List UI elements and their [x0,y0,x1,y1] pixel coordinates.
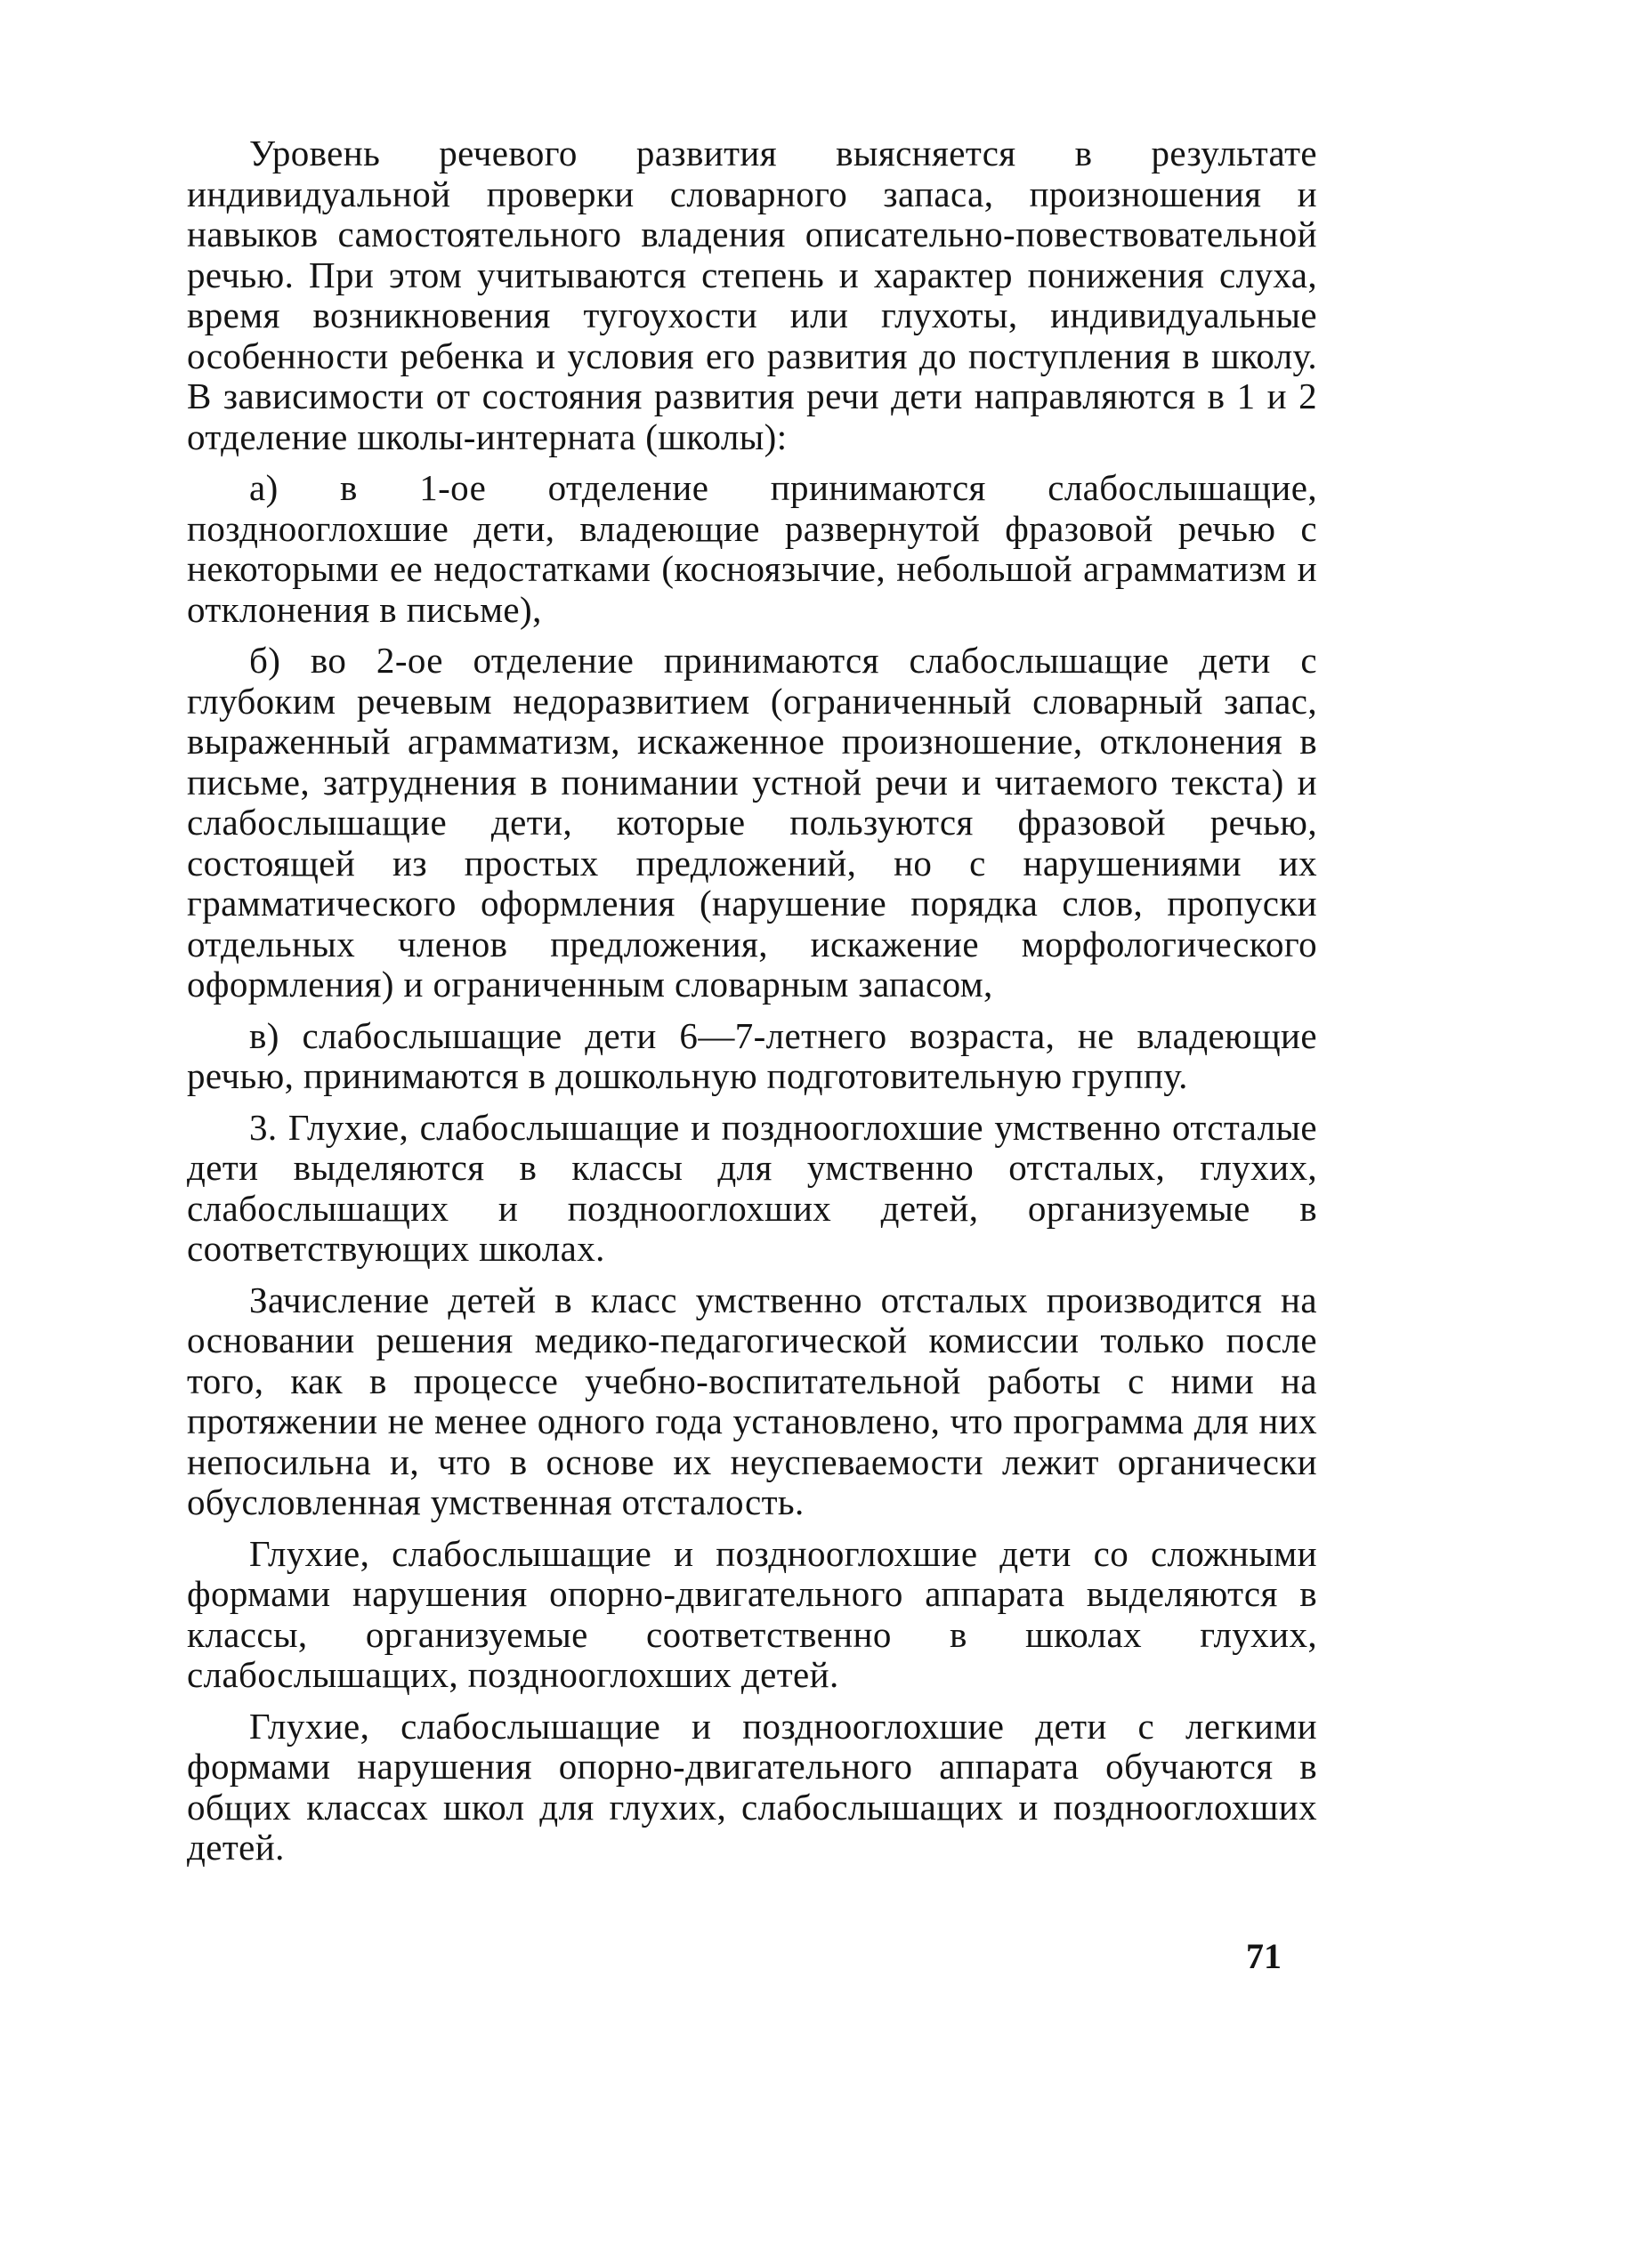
paragraph-department-1: а) в 1-ое отделение принимаются слабослышащие, позднооглохшие дети, владеющие развернутой фразовой речью с некоторыми ее недостатками (косноязычие, небольшой аграмматизм и отклонения в письме), [187,467,1317,630]
paragraph-preschool-group: в) слабослышащие дети 6—7-летнего возраста, не владеющие речью, принимаются в дошкольную подготовительную группу. [187,1014,1317,1096]
paragraph-department-2: б) во 2-ое отделение принимаются слабослышащие дети с глубоким речевым недоразвитием (ограниченный словарный запас, выраженный аграмматизм, искаженное произношение, отклонения в письме, затруднения в понимании устной речи и читаемого текста) и слабослышащие дети, которые пользуются фразовой речью, состоящей из простых предложений, но с нарушениями их грамматического оформления (нарушение порядка слов, пропуски отдельных членов предложения, искажение морфологического оформления) и ограниченным словарным запасом, [187,640,1317,1005]
paragraph-speech-level: Уровень речевого развития выясняется в результате индивидуальной проверки словарного запаса, произношения и навыков самостоятельного владения описательно-повествовательной речью. При этом учитываются степень и характер понижения слуха, время возникновения тугоухости или глухоты, индивидуальные особенности ребенка и условия его развития до поступления в школу. В зависимости от состояния развития речи дети направляются в 1 и 2 отделение школы-интерната (школы): [187,133,1317,457]
paragraph-enrollment: Зачисление детей в класс умственно отсталых производится на основании решения медико-педагогической комиссии только после того, как в процессе учебно-воспитательной работы с ними на протяжении не менее одного года установлено, что программа для них непосильна и, что в основе их неуспеваемости лежит органически обусловленная умственная отсталость. [187,1279,1317,1522]
paragraph-complex-forms: Глухие, слабослышащие и позднооглохшие дети со сложными формами нарушения опорно-двигательного аппарата выделяются в классы, организуемые соответственно в школах глухих, слабослышащих, позднооглохших детей. [187,1532,1317,1695]
page-number: 71 [1246,1936,1282,1976]
paragraph-item-3: 3. Глухие, слабослышащие и позднооглохшие умственно отсталые дети выделяются в классы для умственно отсталых, глухих, слабослышащих и позднооглохших детей, организуемые в соответствующих школах. [187,1106,1317,1269]
paragraph-light-forms: Глухие, слабослышащие и позднооглохшие дети с легкими формами нарушения опорно-двигательного аппарата обучаются в общих классах школ для глухих, слабослышащих и позднооглохших детей. [187,1705,1317,1868]
document-body [187,133,1317,1879]
